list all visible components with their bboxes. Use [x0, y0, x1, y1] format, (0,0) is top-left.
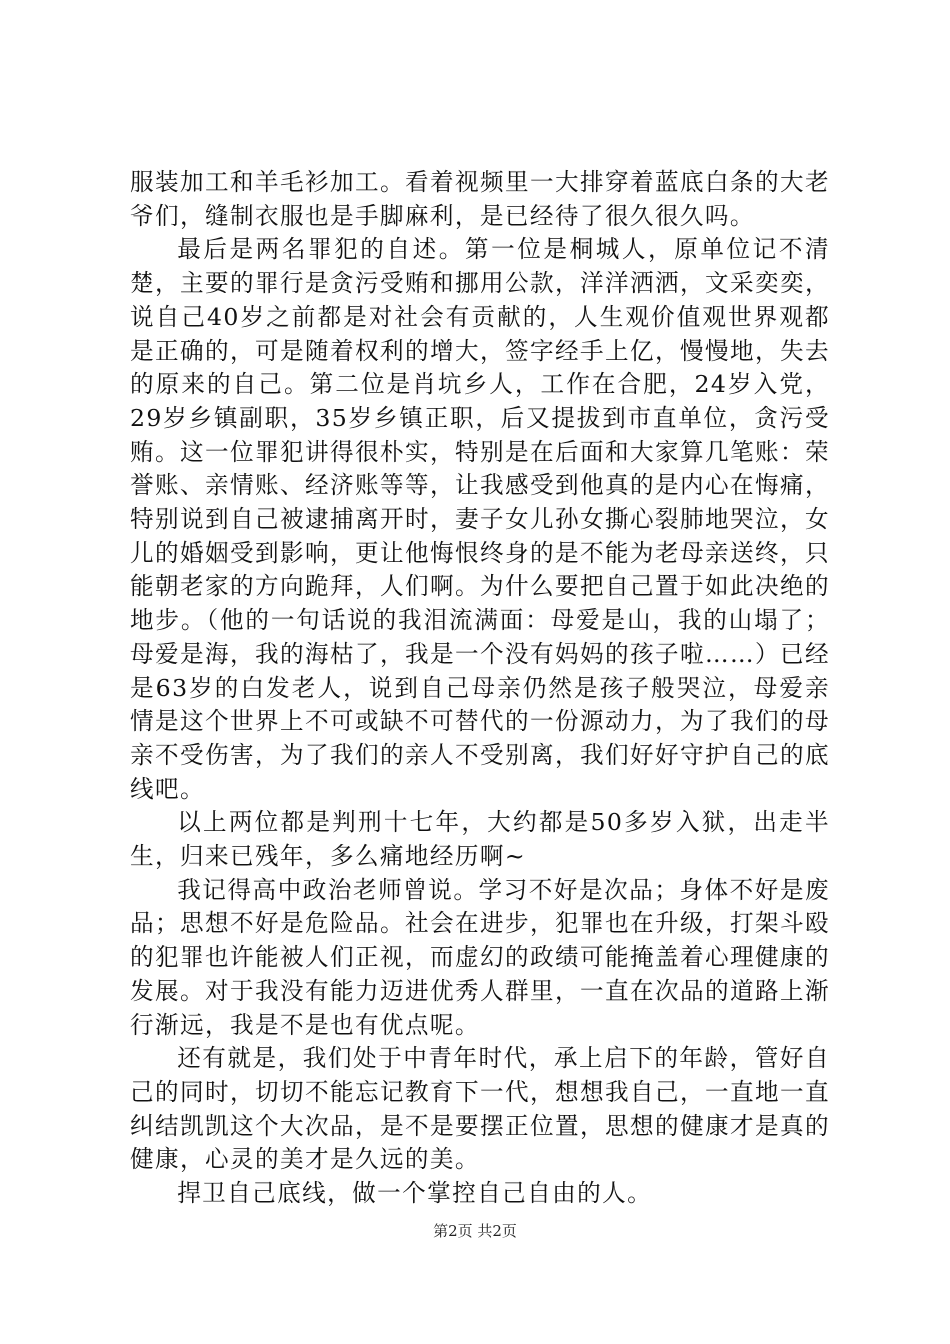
document-body: [130, 166, 830, 1211]
paragraph-6: 捍卫自己底线，做一个掌控自己自由的人。: [177, 1179, 653, 1208]
paragraph-4: 我记得高中政治老师曾说。学习不好是次品；身体不好是废品；思想不好是危险品。社会在进步，犯罪也在升级，打架斗殴的犯罪也许能被人们正视，而虚幻的政绩可能掩盖着心理健康的发展。对于我没有能力迈进优秀人群里，一直在次品的道路上渐行渐远，我是不是也有优点呢。: [130, 875, 830, 1039]
paragraph-5: 还有就是，我们处于中青年时代，承上启下的年龄，管好自己的同时，切切不能忘记教育下一代，想想我自己，一直地一直纠结凯凯这个大次品，是不是要摆正位置，思想的健康才是真的健康，心灵的美才是久远的美。: [130, 1044, 830, 1174]
paragraph-3: 以上两位都是判刑十七年，大约都是50多岁入狱，出走半生，归来已残年，多么痛地经历啊~: [130, 808, 830, 871]
page-number-footer: 第2页 共2页: [433, 1222, 517, 1240]
paragraph-2: 最后是两名罪犯的自述。第一位是桐城人，原单位记不清楚，主要的罪行是贪污受贿和挪用公款，洋洋洒洒，文采奕奕，说自己40岁之前都是对社会有贡献的，人生观价值观世界观都是正确的，可是随着权利的增大，签字经手上亿，慢慢地，失去的原来的自己。第二位是肖坑乡人，工作在合肥，24岁入党，29岁乡镇副职，35岁乡镇正职，后又提拔到市直单位，贪污受贿。这一位罪犯讲得很朴实，特别是在后面和大家算几笔账：荣誉账、亲情账、经济账等等，让我感受到他真的是内心在悔痛，特别说到自己被逮捕离开时，妻子女儿孙女撕心裂肺地哭泣，女儿的婚姻受到影响，更让他悔恨终身的是不能为老母亲送终，只能朝老家的方向跪拜，人们啊。为什么要把自己置于如此决绝的地步。（他的一句话说的我泪流满面：母爱是山，我的山塌了；母爱是海，我的海枯了，我是一个没有妈妈的孩子啦……）已经是63岁的白发老人，说到自己母亲仍然是孩子般哭泣，母爱亲情是这个世界上不可或缺不可替代的一份源动力，为了我们的母亲不受伤害，为了我们的亲人不受别离，我们好好守护自己的底线吧。: [130, 235, 830, 803]
paragraph-1: 服装加工和羊毛衫加工。看着视频里一大排穿着蓝底白条的大老爷们，缝制衣服也是手脚麻利，是已经待了很久很久吗。: [130, 168, 830, 230]
